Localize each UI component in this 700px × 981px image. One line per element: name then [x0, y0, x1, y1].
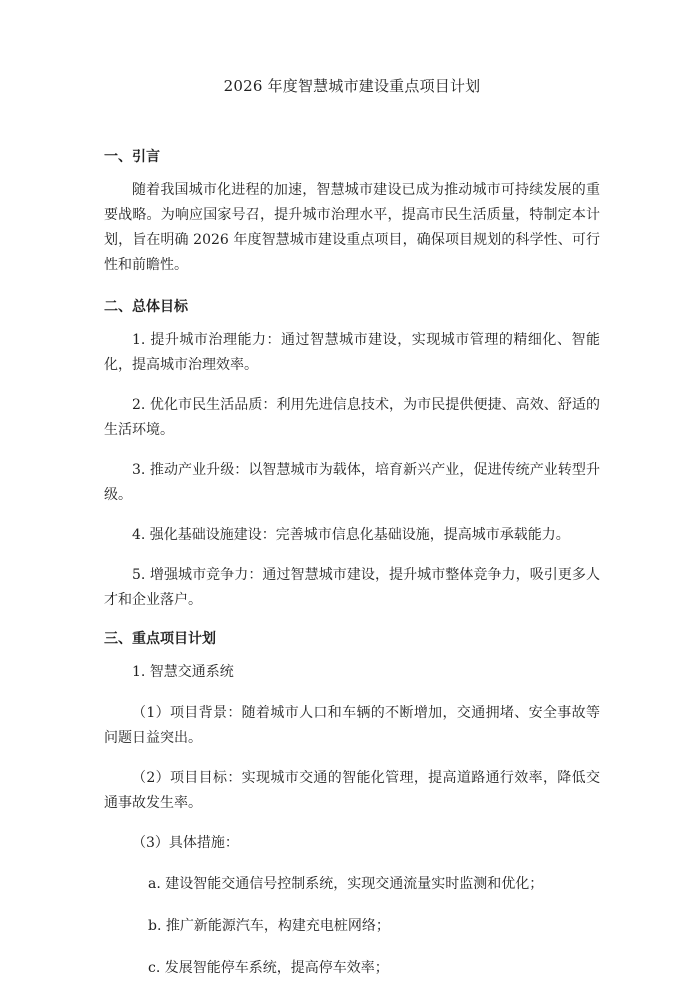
- project-title: 1. 智慧交通系统: [132, 664, 234, 680]
- goal-item: 4. 强化基础设施建设：完善城市信息化基础设施，提高城市承载能力。: [132, 527, 570, 543]
- section-key-projects: [104, 628, 600, 981]
- paragraph: 随着我国城市化进程的加速，智慧城市建设已成为推动城市可持续发展的重要战略。为响应国家号召，提升城市治理水平，提高市民生活质量，特制定本计划，旨在明确 2026 年度智慧城市建设重点项目，确保项目规划的科学性、可行性和前瞻性。: [104, 182, 600, 273]
- goal-item: 2. 优化市民生活品质：利用先进信息技术，为市民提供便捷、高效、舒适的生活环境。: [104, 397, 600, 438]
- measure-item: b. 推广新能源汽车，构建充电桩网络；: [148, 918, 390, 934]
- section-overall-goals: [104, 296, 600, 613]
- project-goal: （2）项目目标：实现城市交通的智能化管理，提高道路通行效率，降低交通事故发生率。: [104, 770, 600, 811]
- goal-item: 5. 增强城市竞争力：通过智慧城市建设，提升城市整体竞争力，吸引更多人才和企业落户。: [104, 567, 600, 608]
- section-heading: 三、重点项目计划: [104, 631, 216, 647]
- section-introduction: [104, 146, 600, 278]
- section-heading: 二、总体目标: [104, 299, 188, 315]
- section-heading: 一、引言: [104, 149, 160, 165]
- measure-item: c. 发展智能停车系统，提高停车效率；: [148, 960, 389, 976]
- goal-item: 3. 推动产业升级：以智慧城市为载体，培育新兴产业，促进传统产业转型升级。: [104, 462, 600, 503]
- project-background: （1）项目背景：随着城市人口和车辆的不断增加，交通拥堵、安全事故等问题日益突出。: [104, 705, 600, 746]
- document-title: 2026 年度智慧城市建设重点项目计划: [223, 77, 481, 95]
- goal-item: 1. 提升城市治理能力：通过智慧城市建设，实现城市管理的精细化、智能化，提高城市治理效率。: [104, 332, 600, 373]
- measure-item: a. 建设智能交通信号控制系统，实现交通流量实时监测和优化；: [148, 876, 544, 892]
- project-measures-label: （3）具体措施：: [132, 835, 239, 851]
